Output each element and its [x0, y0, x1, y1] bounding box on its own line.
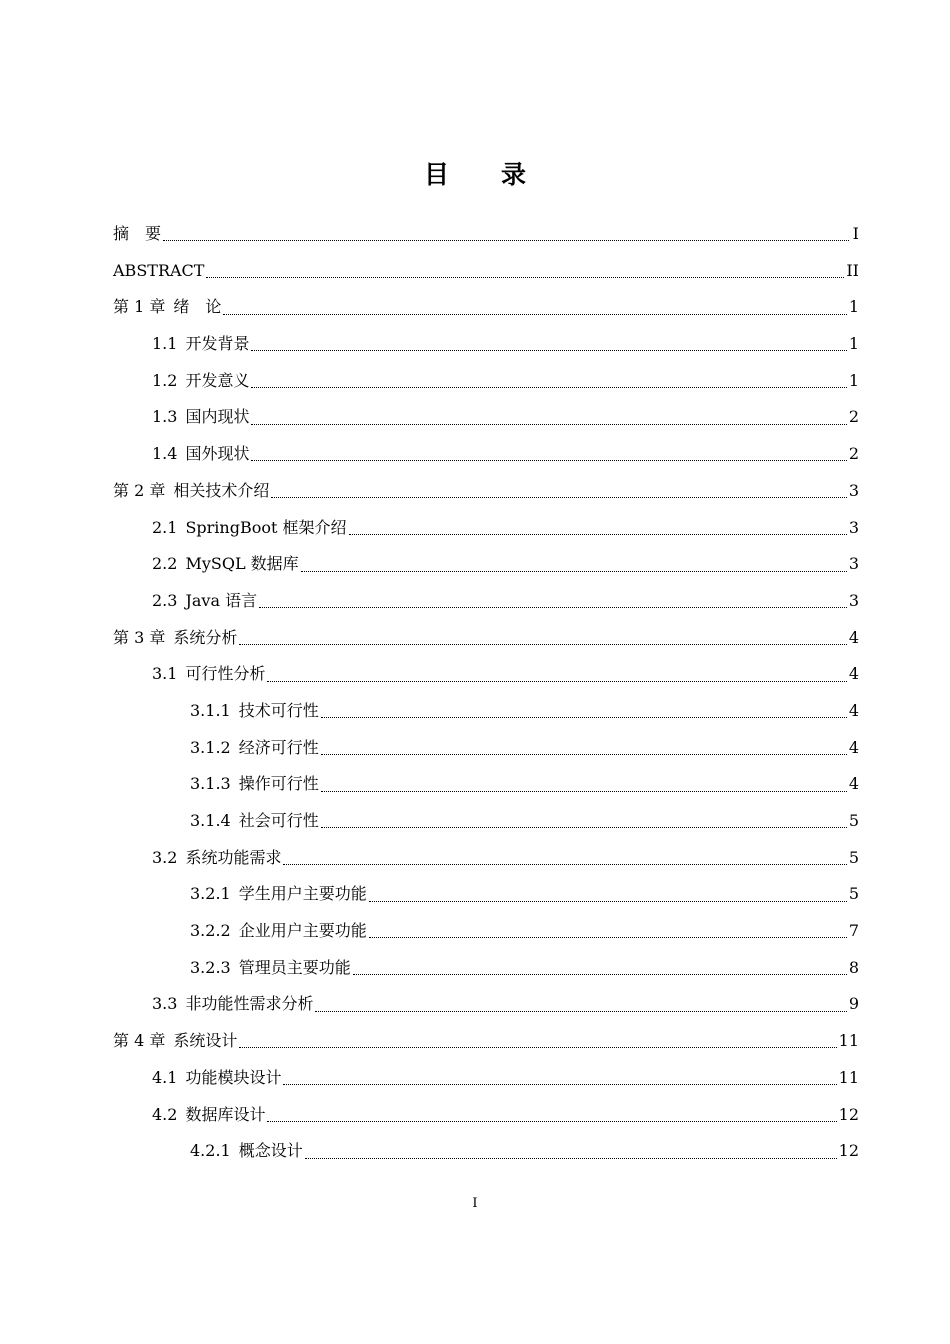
toc-entry-label	[190, 950, 351, 987]
toc-entry[interactable]	[113, 326, 859, 363]
toc-entry-number: 4.2.1	[190, 1141, 231, 1161]
toc-entry-number: 第 4 章	[113, 1031, 166, 1051]
toc-entry-number: 3.1.4	[190, 811, 231, 830]
toc-entry-label	[152, 399, 249, 436]
toc-entry-text: 开发背景	[185, 334, 250, 354]
toc-entry-text: 相关技术介绍	[173, 480, 270, 500]
toc-entry-number: 3.2.3	[190, 957, 231, 977]
toc-entry-number: 2.1	[152, 517, 178, 537]
toc-entry-page: 3	[848, 480, 859, 500]
toc-entry-page: 3	[848, 590, 859, 610]
toc-entry-number: 1.3	[152, 407, 178, 427]
dot-leader	[163, 239, 849, 241]
toc-entry-page: 9	[848, 994, 859, 1014]
toc-entry-number: 3.2	[152, 847, 178, 867]
toc-entry-label	[190, 693, 319, 730]
toc-entry-label	[113, 620, 237, 657]
toc-entry-text: 学生用户主要功能	[238, 884, 367, 904]
toc-entry[interactable]	[113, 510, 859, 547]
toc-entry-text: Java 语言	[185, 590, 258, 610]
toc-entry-number: 1.1	[152, 334, 178, 354]
toc-entry[interactable]	[113, 876, 859, 913]
toc-entry-text: 非功能性需求分析	[185, 994, 314, 1014]
toc-entry[interactable]	[113, 693, 859, 730]
toc-entry-page: 12	[838, 1104, 859, 1124]
toc-entry-label	[113, 289, 221, 326]
toc-entry[interactable]	[113, 620, 859, 657]
toc-entry-label	[152, 1097, 265, 1134]
toc-entry-label	[190, 730, 319, 767]
dot-leader	[369, 936, 847, 938]
dot-leader	[223, 313, 846, 315]
toc-entry-label	[152, 840, 281, 877]
toc-entry-text: 社会可行性	[238, 811, 319, 830]
toc-entry-page: 5	[848, 811, 859, 830]
dot-leader	[321, 753, 847, 755]
toc-entry[interactable]	[113, 1097, 859, 1134]
toc-entry[interactable]	[113, 766, 859, 803]
toc-entry[interactable]	[113, 730, 859, 767]
dot-leader	[283, 1083, 836, 1085]
toc-entry-page: 4	[848, 737, 859, 757]
toc-entry-text: 开发意义	[185, 370, 250, 390]
dot-leader	[251, 386, 846, 388]
toc-entry[interactable]	[113, 803, 859, 840]
toc-entry-text: 国内现状	[185, 407, 250, 427]
toc-entry-label	[152, 1060, 281, 1097]
toc-entry[interactable]	[113, 363, 859, 400]
toc-entry[interactable]	[113, 1133, 859, 1170]
toc-entry-number: 3.2.1	[190, 884, 231, 904]
toc-entry-number: 1.4	[152, 444, 178, 464]
toc-entry-text: 企业用户主要功能	[238, 921, 367, 941]
toc-entry-number: 3.1.1	[190, 700, 231, 720]
toc-entry-page: 12	[838, 1141, 859, 1161]
toc-entry-text: ABSTRACT	[113, 260, 205, 280]
toc-entry[interactable]	[113, 216, 859, 253]
page-title	[0, 155, 950, 191]
toc-entry-text: 绪 论	[173, 297, 222, 317]
toc-entry-text: 系统设计	[173, 1031, 238, 1051]
dot-leader	[251, 423, 846, 425]
toc-entry-page: 4	[848, 700, 859, 720]
page-number-footer: I	[472, 1196, 478, 1211]
toc-entry-page: 11	[838, 1067, 859, 1087]
toc-entry-page: 7	[848, 921, 859, 941]
toc-entry-label	[190, 803, 319, 840]
toc-entry-number: 2.2	[152, 554, 178, 574]
dot-leader	[271, 496, 846, 498]
dot-leader	[301, 570, 847, 572]
toc-entry-label	[152, 510, 347, 547]
toc-entry-text: 摘 要	[113, 224, 162, 243]
toc-entry-label	[113, 473, 269, 510]
toc-entry[interactable]	[113, 1060, 859, 1097]
toc-entry-page: 4	[848, 774, 859, 794]
dot-leader	[267, 1120, 836, 1122]
dot-leader	[321, 826, 847, 828]
toc-entry-page: 5	[848, 884, 859, 904]
table-of-contents	[113, 216, 859, 1170]
dot-leader	[349, 533, 847, 535]
toc-entry[interactable]	[113, 1023, 859, 1060]
toc-entry-number: 第 2 章	[113, 480, 166, 500]
toc-entry-label	[152, 583, 257, 620]
toc-entry-label	[113, 253, 204, 290]
toc-entry-page: I	[852, 224, 859, 243]
toc-entry-page: II	[846, 260, 859, 280]
toc-entry-text: 概念设计	[238, 1141, 303, 1161]
toc-entry-number: 1.2	[152, 370, 178, 390]
toc-entry-page: 8	[848, 957, 859, 977]
toc-entry-page: 3	[848, 517, 859, 537]
toc-entry-text: MySQL 数据库	[185, 554, 299, 574]
toc-entry-number: 3.3	[152, 994, 178, 1014]
toc-entry-number: 3.1.3	[190, 774, 231, 794]
toc-entry[interactable]	[113, 656, 859, 693]
toc-entry[interactable]	[113, 950, 859, 987]
toc-entry-label	[152, 986, 313, 1023]
toc-entry-text: 国外现状	[185, 444, 250, 464]
title-char-2: 录	[501, 160, 527, 189]
toc-entry[interactable]	[113, 253, 859, 290]
dot-leader	[283, 863, 846, 865]
toc-entry-number: 3.1.2	[190, 737, 231, 757]
toc-entry-label	[152, 436, 249, 473]
toc-entry-label	[152, 546, 299, 583]
dot-leader	[305, 1157, 837, 1159]
toc-entry[interactable]	[113, 986, 859, 1023]
toc-entry-page: 11	[838, 1031, 859, 1051]
toc-entry-label	[152, 363, 249, 400]
dot-leader	[251, 349, 846, 351]
toc-entry-label	[113, 1023, 237, 1060]
toc-entry-page: 4	[848, 664, 859, 684]
toc-entry-page: 3	[848, 554, 859, 574]
toc-entry-text: 可行性分析	[185, 664, 266, 684]
toc-entry-label	[152, 656, 265, 693]
toc-entry-label	[190, 913, 367, 950]
toc-entry-label	[190, 766, 319, 803]
toc-entry-text: 功能模块设计	[185, 1067, 282, 1087]
toc-entry-text: 系统功能需求	[185, 847, 282, 867]
dot-leader	[251, 459, 846, 461]
toc-entry[interactable]	[113, 473, 859, 510]
toc-entry-page: 2	[848, 407, 859, 427]
toc-entry-label	[113, 216, 161, 253]
dot-leader	[206, 276, 844, 278]
dot-leader	[239, 1046, 836, 1048]
toc-entry-number: 3.2.2	[190, 921, 231, 941]
dot-leader	[267, 680, 846, 682]
toc-entry-page: 1	[848, 297, 859, 317]
toc-entry[interactable]	[113, 840, 859, 877]
toc-entry-page: 5	[848, 847, 859, 867]
toc-entry-number: 3.1	[152, 664, 178, 684]
toc-entry-page: 1	[848, 334, 859, 354]
dot-leader	[239, 643, 846, 645]
title-char-1: 目	[423, 160, 449, 189]
dot-leader	[259, 606, 847, 608]
toc-entry-label	[190, 876, 367, 913]
toc-entry[interactable]	[113, 436, 859, 473]
toc-entry-page: 4	[848, 627, 859, 647]
toc-entry[interactable]	[113, 289, 859, 326]
toc-entry-text: 管理员主要功能	[238, 957, 351, 977]
toc-entry-text: 技术可行性	[238, 700, 319, 720]
toc-entry-number: 4.1	[152, 1067, 178, 1087]
toc-entry-page: 2	[848, 444, 859, 464]
toc-entry-number: 第 1 章	[113, 297, 166, 317]
toc-entry-page: 1	[848, 370, 859, 390]
toc-entry-label	[190, 1133, 303, 1170]
dot-leader	[321, 790, 847, 792]
toc-entry-text: 数据库设计	[185, 1104, 266, 1124]
toc-entry-label	[152, 326, 249, 363]
dot-leader	[315, 1010, 846, 1012]
toc-entry-text: 系统分析	[173, 627, 238, 647]
toc-entry-text: 经济可行性	[238, 737, 319, 757]
toc-entry[interactable]	[113, 913, 859, 950]
toc-entry[interactable]	[113, 546, 859, 583]
toc-entry-number: 2.3	[152, 590, 178, 610]
toc-entry-number: 4.2	[152, 1104, 178, 1124]
toc-entry-number: 第 3 章	[113, 627, 166, 647]
toc-entry[interactable]	[113, 399, 859, 436]
dot-leader	[369, 900, 847, 902]
toc-entry-text: 操作可行性	[238, 774, 319, 794]
toc-entry[interactable]	[113, 583, 859, 620]
toc-entry-text: SpringBoot 框架介绍	[185, 517, 347, 537]
dot-leader	[321, 716, 847, 718]
dot-leader	[353, 973, 847, 975]
